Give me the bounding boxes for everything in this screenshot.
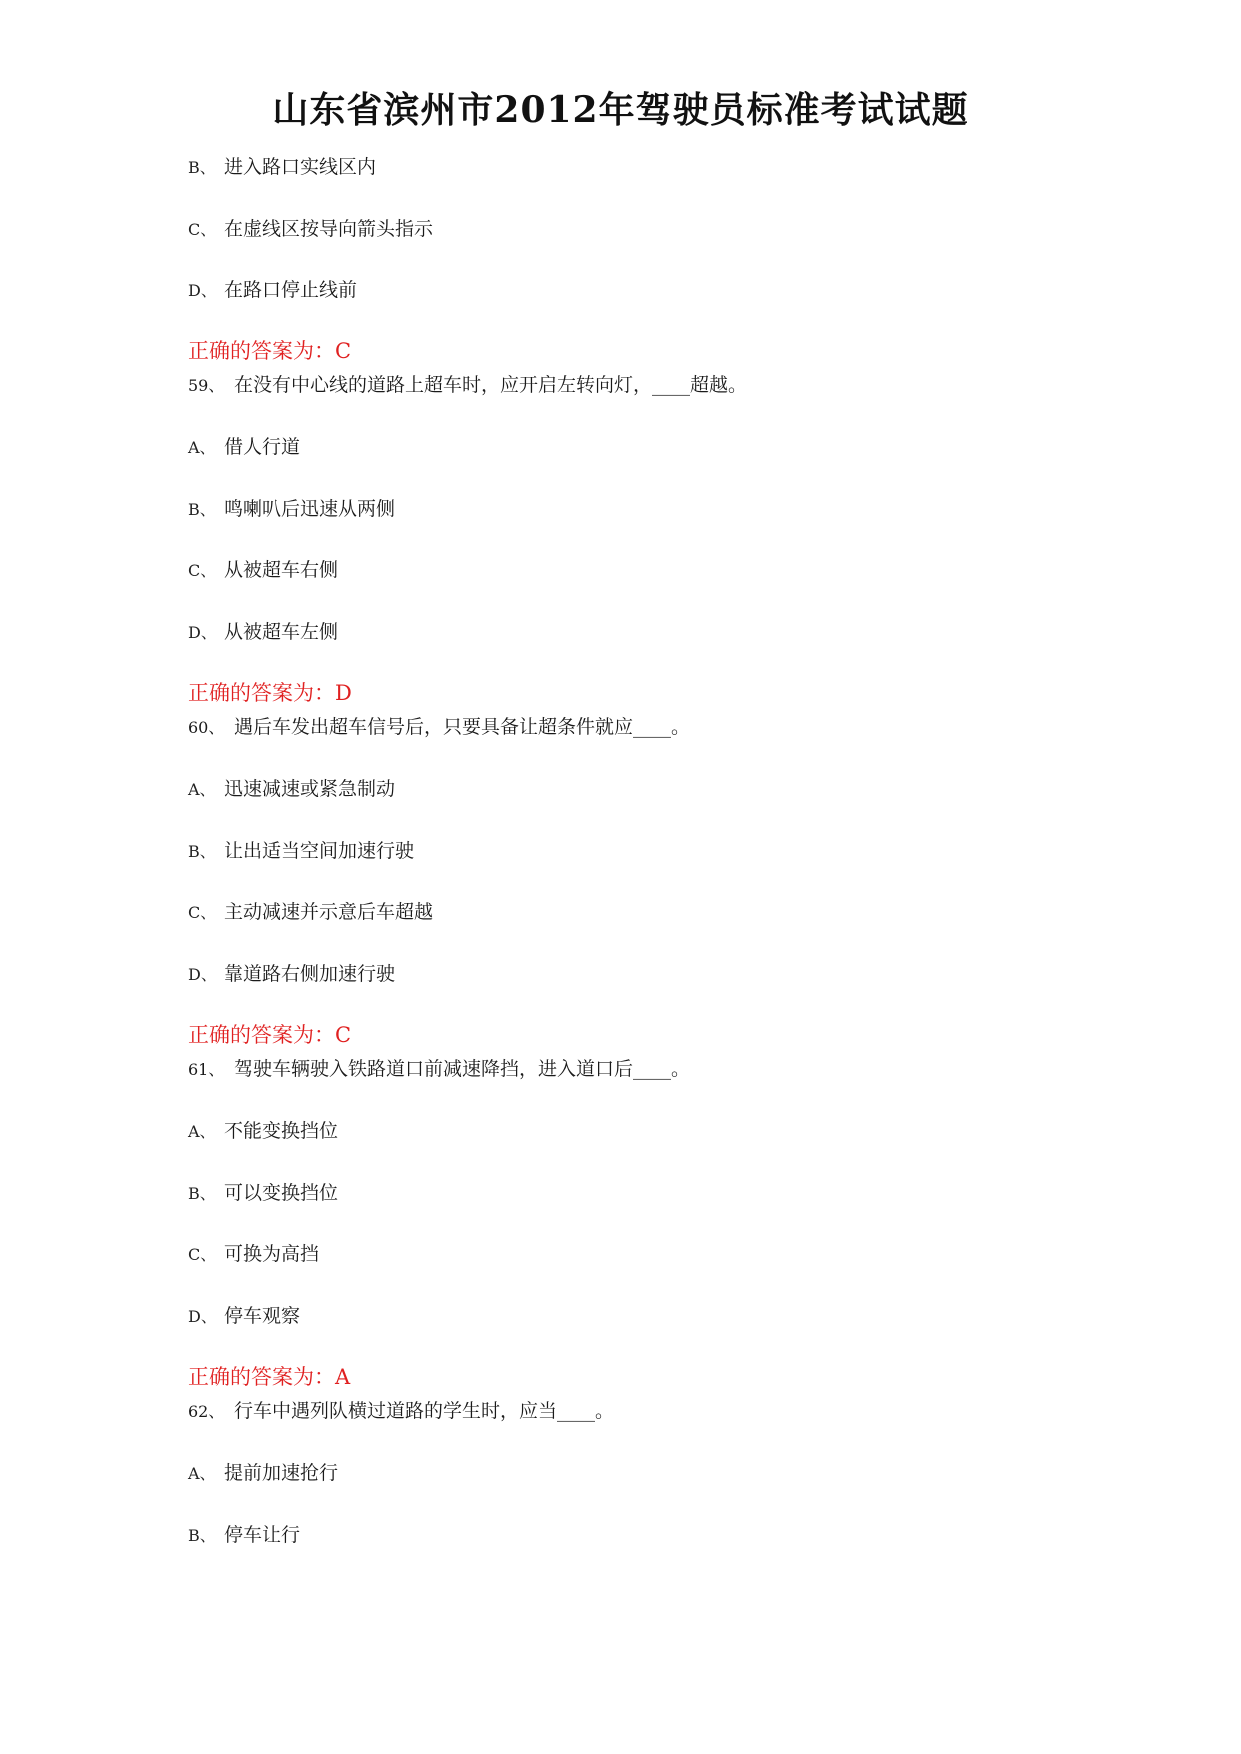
option-text: 进入路口实线区内 [224,156,377,178]
option-text: 让出适当空间加速行驶 [224,840,415,862]
option-text: 从被超车左侧 [224,621,339,643]
option-letter: B、 [188,1526,216,1545]
question-59 [188,372,747,399]
option-text: 迅速减速或紧急制动 [224,778,396,800]
option-text: 提前加速抢行 [224,1462,339,1484]
option-letter: A、 [188,1464,216,1483]
option-b [188,1180,338,1207]
option-b [188,1522,300,1549]
question-text: 遇后车发出超车信号后，只要具备让超条件就应____。 [234,716,691,738]
correct-answer: 正确的答案为：C [188,339,352,363]
option-a [188,1460,338,1487]
option-letter: C、 [188,1245,217,1264]
option-text: 在路口停止线前 [224,279,358,301]
option-text: 鸣喇叭后迅速从两侧 [224,498,396,520]
option-text: 可换为高挡 [224,1243,320,1265]
correct-answer: 正确的答案为：A [188,1365,351,1389]
option-letter: B、 [188,1184,216,1203]
question-text: 驾驶车辆驶入铁路道口前减速降挡，进入道口后____。 [234,1058,691,1080]
option-text: 停车观察 [224,1305,301,1327]
option-c [188,216,433,243]
option-letter: B、 [188,500,216,519]
option-letter: C、 [188,220,217,239]
option-letter: B、 [188,158,216,177]
option-text: 不能变换挡位 [224,1120,339,1142]
option-text: 可以变换挡位 [224,1182,339,1204]
option-letter: C、 [188,561,217,580]
page-title: 山东省滨州市2012年驾驶员标准考试试题 [272,89,969,131]
option-b [188,838,414,865]
question-number: 62、 [188,1402,225,1421]
option-text: 停车让行 [224,1524,301,1546]
option-c [188,557,338,584]
option-letter: D、 [188,965,217,984]
question-number: 59、 [188,376,225,395]
option-letter: C、 [188,903,217,922]
option-a [188,776,395,803]
option-letter: D、 [188,623,217,642]
option-a [188,434,300,461]
correct-answer: 正确的答案为：C [188,1023,352,1047]
question-61 [188,1056,690,1083]
option-letter: A、 [188,438,216,457]
question-62 [188,1398,614,1425]
option-text: 主动减速并示意后车超越 [224,901,434,923]
correct-answer: 正确的答案为：D [188,681,352,705]
option-text: 在虚线区按导向箭头指示 [224,218,434,240]
option-text: 靠道路右侧加速行驶 [224,963,396,985]
option-letter: D、 [188,1307,217,1326]
question-number: 61、 [188,1060,225,1079]
question-text: 行车中遇列队横过道路的学生时，应当____。 [234,1400,615,1422]
option-d [188,619,338,646]
question-60 [188,714,690,741]
option-d [188,1303,300,1330]
option-b [188,496,395,523]
question-number: 60、 [188,718,225,737]
option-a [188,1118,338,1145]
option-letter: A、 [188,780,216,799]
option-d [188,961,395,988]
option-text: 从被超车右侧 [224,559,339,581]
option-letter: A、 [188,1122,216,1141]
option-c [188,899,433,926]
question-text: 在没有中心线的道路上超车时，应开启左转向灯，____超越。 [234,374,748,396]
option-letter: B、 [188,842,216,861]
option-b [188,154,376,181]
option-c [188,1241,319,1268]
option-text: 借人行道 [224,436,301,458]
option-letter: D、 [188,281,217,300]
option-d [188,277,357,304]
